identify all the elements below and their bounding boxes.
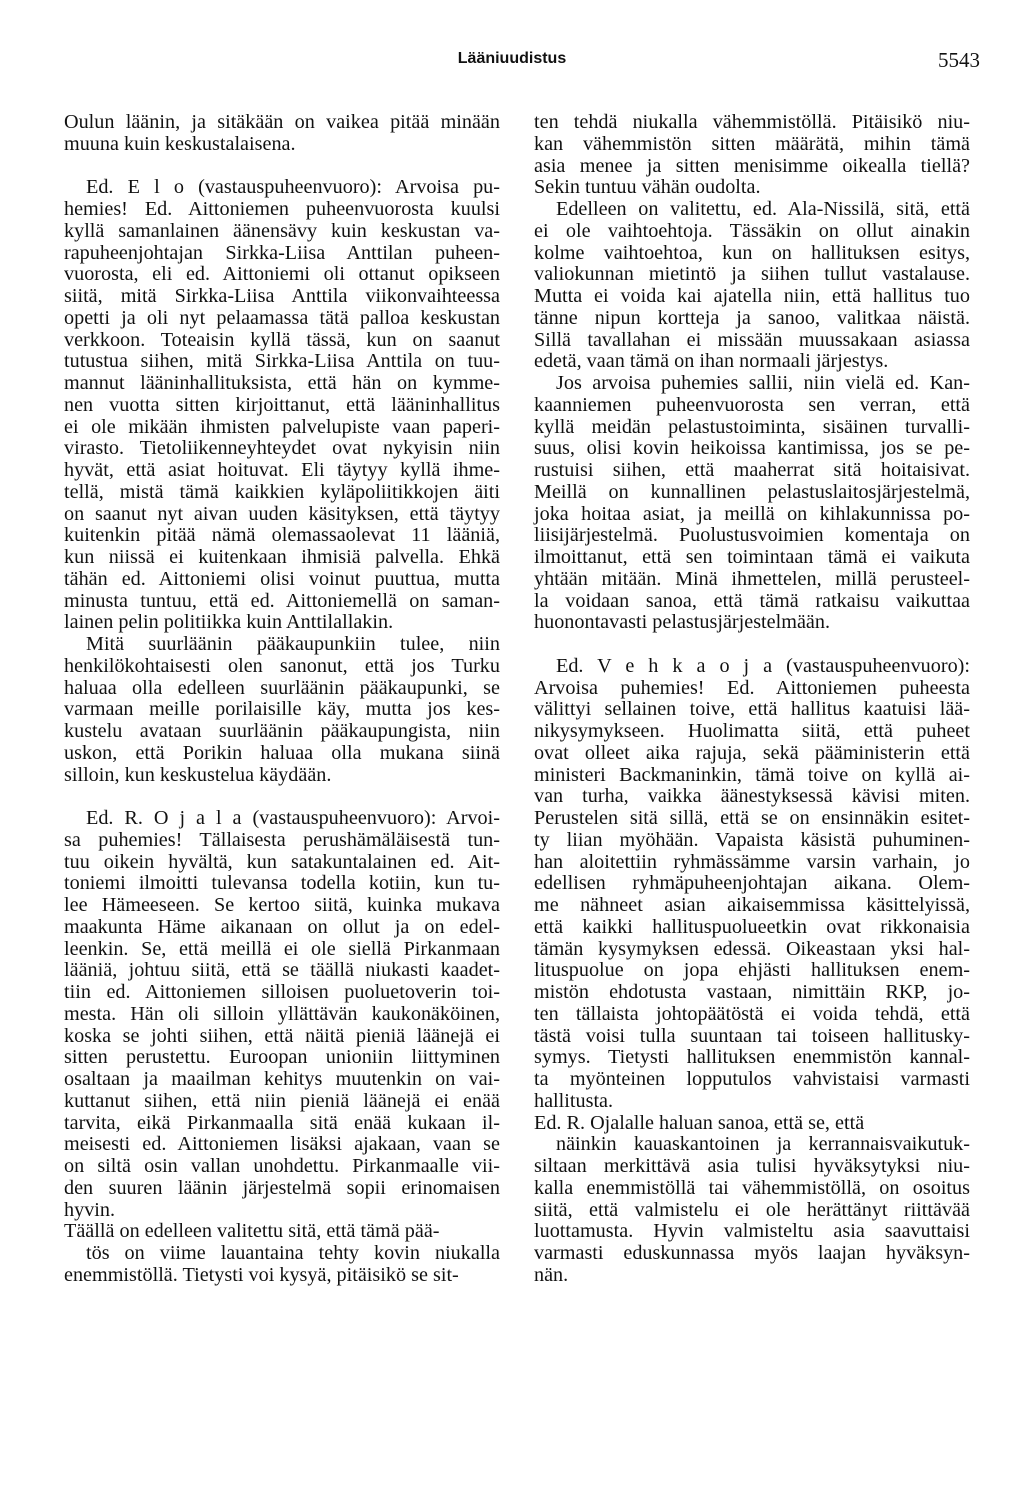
text-line: että kaikki hallituspuolueetkin ovat rikkonaisia <box>534 915 970 938</box>
text-line: Arvoisa puhemies! Ed. Aittoniemen puheesta <box>534 676 970 699</box>
text-line: Meillä on kunnallinen pelastuslaitosjärjestelmä, <box>534 480 970 503</box>
text-line: edellisen ryhmäpuheenjohtajan aikana. Olem- <box>534 872 970 895</box>
text-line: tänne nipun kortteja ja sanoo, valitkaa näistä. <box>534 306 970 329</box>
text-line: sitten perustettu. Euroopan unioniin liittyminen <box>64 1046 500 1069</box>
text-line: ei ole vaihtoehtoja. Tässäkin on ollut ainakin <box>534 219 970 242</box>
text-line: Mutta ei voida kai ajatella niin, että hallitus tuo <box>534 285 970 307</box>
text-line: rapuheenjohtajan Sirkka-Liisa Anttilan puheen- <box>64 241 500 264</box>
text-line: maakunta Häme aikanaan on ollut ja on edel- <box>64 915 500 938</box>
text-line: nen vuotta sitten kirjoittanut, että lääninhallitus <box>64 393 500 416</box>
running-header-title: Lääniuudistus <box>457 50 567 67</box>
text-line: ministeri Backmaninkin, tämä toive on kyllä ai- <box>534 763 970 786</box>
text-line: osaltaan ja maailman kehitys muutenkin on vai- <box>64 1068 500 1090</box>
paragraph-gap <box>64 156 500 178</box>
text-line: välittyi sellainen toive, että hallitus kaatuisi lää- <box>534 698 970 721</box>
text-line: suus, olisi kovin heikoissa kantimissa, jos se pe- <box>534 437 970 460</box>
text-line: tutustua siihen, mitä Sirkka-Liisa Anttila on tuu- <box>64 350 500 373</box>
text-line: kyllä meidän pelastustoiminta, sisäinen turvalli- <box>534 415 970 438</box>
text-line: luottamusta. Hyvin valmisteltu asia saavuttaisi <box>534 1220 970 1243</box>
text-line: Perustelen sitä sillä, että se on ensinnäkin esitet- <box>534 807 970 829</box>
text-line: tarvita, eikä Pirkanmaalla sitä enää kukaan il- <box>64 1111 500 1134</box>
text-line: kun niissä ei kuitenkaan ihmisiä palvella. Ehkä <box>64 546 500 568</box>
text-line: Jos arvoisa puhemies sallii, niin vielä ed. Kan- <box>556 372 970 394</box>
text-line: on siltä osin vallan unohdettu. Pirkanmaalle vii- <box>64 1155 500 1177</box>
text-line: leenkin. Se, että meillä ei ole siellä Pirkanmaan <box>64 937 500 960</box>
text-line: tellä, mistä tämä kaikkien kyläpoliitikkojen äiti <box>64 480 500 503</box>
text-line: lee Hämeeseen. Se kertoo siitä, kuinka mukava <box>64 894 500 916</box>
text-line: Ed. R. Ojalalle haluan sanoa, että se, että <box>534 1111 865 1134</box>
text-line: uskon, että Porikin haluaa olla mukana siinä <box>64 741 500 764</box>
text-line: ilmoittanut, että sen toimintaan tämä ei vaikuta <box>534 546 970 568</box>
text-line: tästä voisi tulla suuntaan tai toiseen hallitusky- <box>534 1024 970 1047</box>
text-line: edetä, vaan tämä on ihan normaali järjestys. <box>534 350 889 373</box>
text-line: Sekin tuntuu vähän oudolta. <box>534 176 761 199</box>
text-line: den suuren läänin järjestelmä sopii erinomaisen <box>64 1176 500 1199</box>
text-line: lääniä, johtuu siitä, että se täällä niukasti kaadet- <box>64 959 500 982</box>
text-line: henkilökohtaisesti olen sanonut, että jos Turku <box>64 654 500 677</box>
text-line: ta myönteinen lopputulos vahvistaisi varmasti <box>534 1068 970 1090</box>
text-line: kalla enemmistöllä tai vähemmistöllä, on osoitus <box>534 1176 970 1199</box>
text-line: van turha, vaikka äänestyksessä kävisi miten. <box>534 785 970 808</box>
text-line: kuitenkin pitää nämä olemassaolevat 11 lääniä, <box>64 524 500 547</box>
text-line: ten tällaista johtopäätöstä ei voida tehdä, että <box>534 1002 970 1025</box>
text-line: virasto. Tietoliikenneyhteydet ovat nykyisin niin <box>64 437 500 460</box>
text-line: han aloitettiin ryhmässämme varsin varhain, jo <box>534 850 970 873</box>
text-line: hallitusta. <box>534 1089 614 1112</box>
text-line: opetti ja oli nyt pelaamassa tätä palloa keskustan <box>64 306 500 329</box>
text-line: tiin ed. Aittoniemen silloisen puoluetoverin toi- <box>64 981 500 1003</box>
text-line: liisijärjestelmä. Puolustusvoimien komentaja on <box>534 524 970 547</box>
text-line: meisesti ed. Aittoniemen lisäksi ajakaan, vaan se <box>64 1133 500 1156</box>
text-line: Sillä tavallahan ei missään muussakaan asiassa <box>534 328 970 351</box>
text-line: yhtään mitään. Minä ihmettelen, millä perusteel- <box>534 567 970 590</box>
text-line: koska se johti siihen, että näitä pieniä läänejä ei <box>64 1024 500 1047</box>
text-line: hemies! Ed. Aittoniemen puheenvuorosta kuulsi <box>64 198 500 220</box>
paragraph-gap <box>534 634 970 656</box>
text-line: kuttanut siihen, että niin pieniä läänejä ei enää <box>64 1089 500 1112</box>
text-line: asia menee ja sitten menisimme oikealla tiellä? <box>534 154 970 177</box>
text-line: kustelu avataan suurläänin pääkaupungista, niin <box>64 720 500 742</box>
text-line: verkkoon. Toteaisin kyllä tässä, kun on saanut <box>64 328 500 351</box>
text-line: hyvin. <box>64 1198 116 1221</box>
paragraph-gap <box>64 786 500 808</box>
text-line: näinkin kauaskantoinen ja kerrannaisvaikutuk- <box>556 1133 970 1156</box>
text-line: Edelleen on valitettu, ed. Ala-Nissilä, sitä, että <box>556 198 970 220</box>
text-line: muuna kuin keskustalaisena. <box>64 132 296 155</box>
text-line: kolme vaihtoehtoa, kun on hallituksen esitys, <box>534 241 970 264</box>
text-line: on saanut nyt aivan uuden käsityksen, että täytyy <box>64 502 500 525</box>
text-line: joka hoitaa asiat, ja meillä on kihlakunnissa po- <box>534 502 970 525</box>
text-line: siltaan merkittävä asia tulisi hyväksytyksi niu- <box>534 1155 970 1177</box>
text-line: tös on viime lauantaina tehty kovin niukalla <box>86 1242 500 1264</box>
text-line: ty liian myöhään. Vapaista käsistä puhuminen- <box>534 828 970 851</box>
text-line: Ed. V e h k a o j a (vastauspuheenvuoro): <box>556 654 970 677</box>
text-line: silloin, kun keskustelua käydään. <box>64 763 332 786</box>
text-line: Mitä suurläänin pääkaupunkiin tulee, niin <box>86 633 500 655</box>
text-line: kyllä samanlainen äänensävy kuin keskustan va- <box>64 219 500 242</box>
text-line: nän. <box>534 1263 569 1286</box>
text-line: tämän kysymyksen edessä. Oikeastaan yksi hal- <box>534 937 970 960</box>
text-line: huonontavasti pelastusjärjestelmään. <box>534 611 831 634</box>
text-line: vuorosta, eli ed. Aittoniemi oli ottanut opikseen <box>64 263 500 286</box>
text-line: minusta tuntuu, että ed. Aittoniemellä on saman- <box>64 589 500 612</box>
text-line: varmaan meille porilaisille käy, mutta jos kes- <box>64 698 500 721</box>
text-line: hyvät, että asiat hoituvat. Eli täytyy kyllä ihme- <box>64 459 500 481</box>
text-line: ei ole mikään ihmisten palvelupiste vaan paperi- <box>64 415 500 438</box>
text-line: toniemi ilmoitti tulevansa todella kotiin, kun tu- <box>64 872 500 895</box>
text-line: mesta. Hän oli silloin yllättävän kaukonäköinen, <box>64 1002 500 1025</box>
text-line: ten tehdä niukalla vähemmistöllä. Pitäisikö niu- <box>534 111 970 133</box>
text-line: haluaa olla edelleen suurläänin pääkaupunki, se <box>64 676 500 699</box>
text-line: Ed. E l o (vastauspuheenvuoro): Arvoisa pu- <box>86 176 500 199</box>
text-line: sa puhemies! Tällaisesta perushämäläisestä tun- <box>64 828 500 851</box>
text-line: Täällä on edelleen valitettu sitä, että tämä pää- <box>64 1220 440 1243</box>
text-line: lituspuolue on jopa ehjästi hallituksen enem- <box>534 959 970 982</box>
text-line: mannut lääninhallituksista, että hän on kymme- <box>64 372 500 394</box>
text-line: valiokunnan mietintö ja siihen tullut vastalause. <box>534 263 970 286</box>
text-line: mistön ehdotusta vastaan, nimittäin RKP, jo- <box>534 981 970 1003</box>
text-line: siitä, mitä Sirkka-Liisa Anttila viikonvaihteessa <box>64 285 500 307</box>
right-text-column <box>534 112 970 1287</box>
text-line: tuu oikein hyvältä, kun satakuntalainen ed. Ait- <box>64 850 500 873</box>
text-line: rustuisi siihen, että maaherrat sitä hoitaisivat. <box>534 459 970 481</box>
text-line: enemmistöllä. Tietysti voi kysyä, pitäisikö se sit- <box>64 1263 459 1286</box>
text-line: tähän ed. Aittoniemi olisi voinut puuttua, mutta <box>64 567 500 590</box>
left-text-column <box>64 112 500 1287</box>
text-line: Ed. R. O j a l a (vastauspuheenvuoro): Arvoi- <box>86 807 500 829</box>
text-line: la voidaan sanoa, että tämä ratkaisu vaikuttaa <box>534 589 970 612</box>
text-line: ovat olleet aika rajuja, sekä pääministerin että <box>534 741 970 764</box>
text-line: siitä, että valmistelu ei ole herättänyt riittävää <box>534 1198 970 1221</box>
text-line: Oulun läänin, ja sitäkään on vaikea pitää minään <box>64 111 500 133</box>
text-line: lainen pelin politiikka kuin Anttilallakin. <box>64 611 394 634</box>
text-line: varmasti eduskunnassa myös laajan hyväksyn- <box>534 1242 970 1264</box>
page-number: 5543 <box>938 48 980 72</box>
text-line: nikysymykseen. Huolimatta siitä, että puheet <box>534 720 970 742</box>
text-line: kan vähemmistön sitten määrätä, mihin tämä <box>534 132 970 155</box>
text-line: me nähneet asian aikaisemmissa käsittelyissä, <box>534 894 970 916</box>
text-line: symys. Tietysti hallituksen enemmistön kannal- <box>534 1046 970 1069</box>
text-line: kaanniemen puheenvuorosta sen verran, että <box>534 393 970 416</box>
